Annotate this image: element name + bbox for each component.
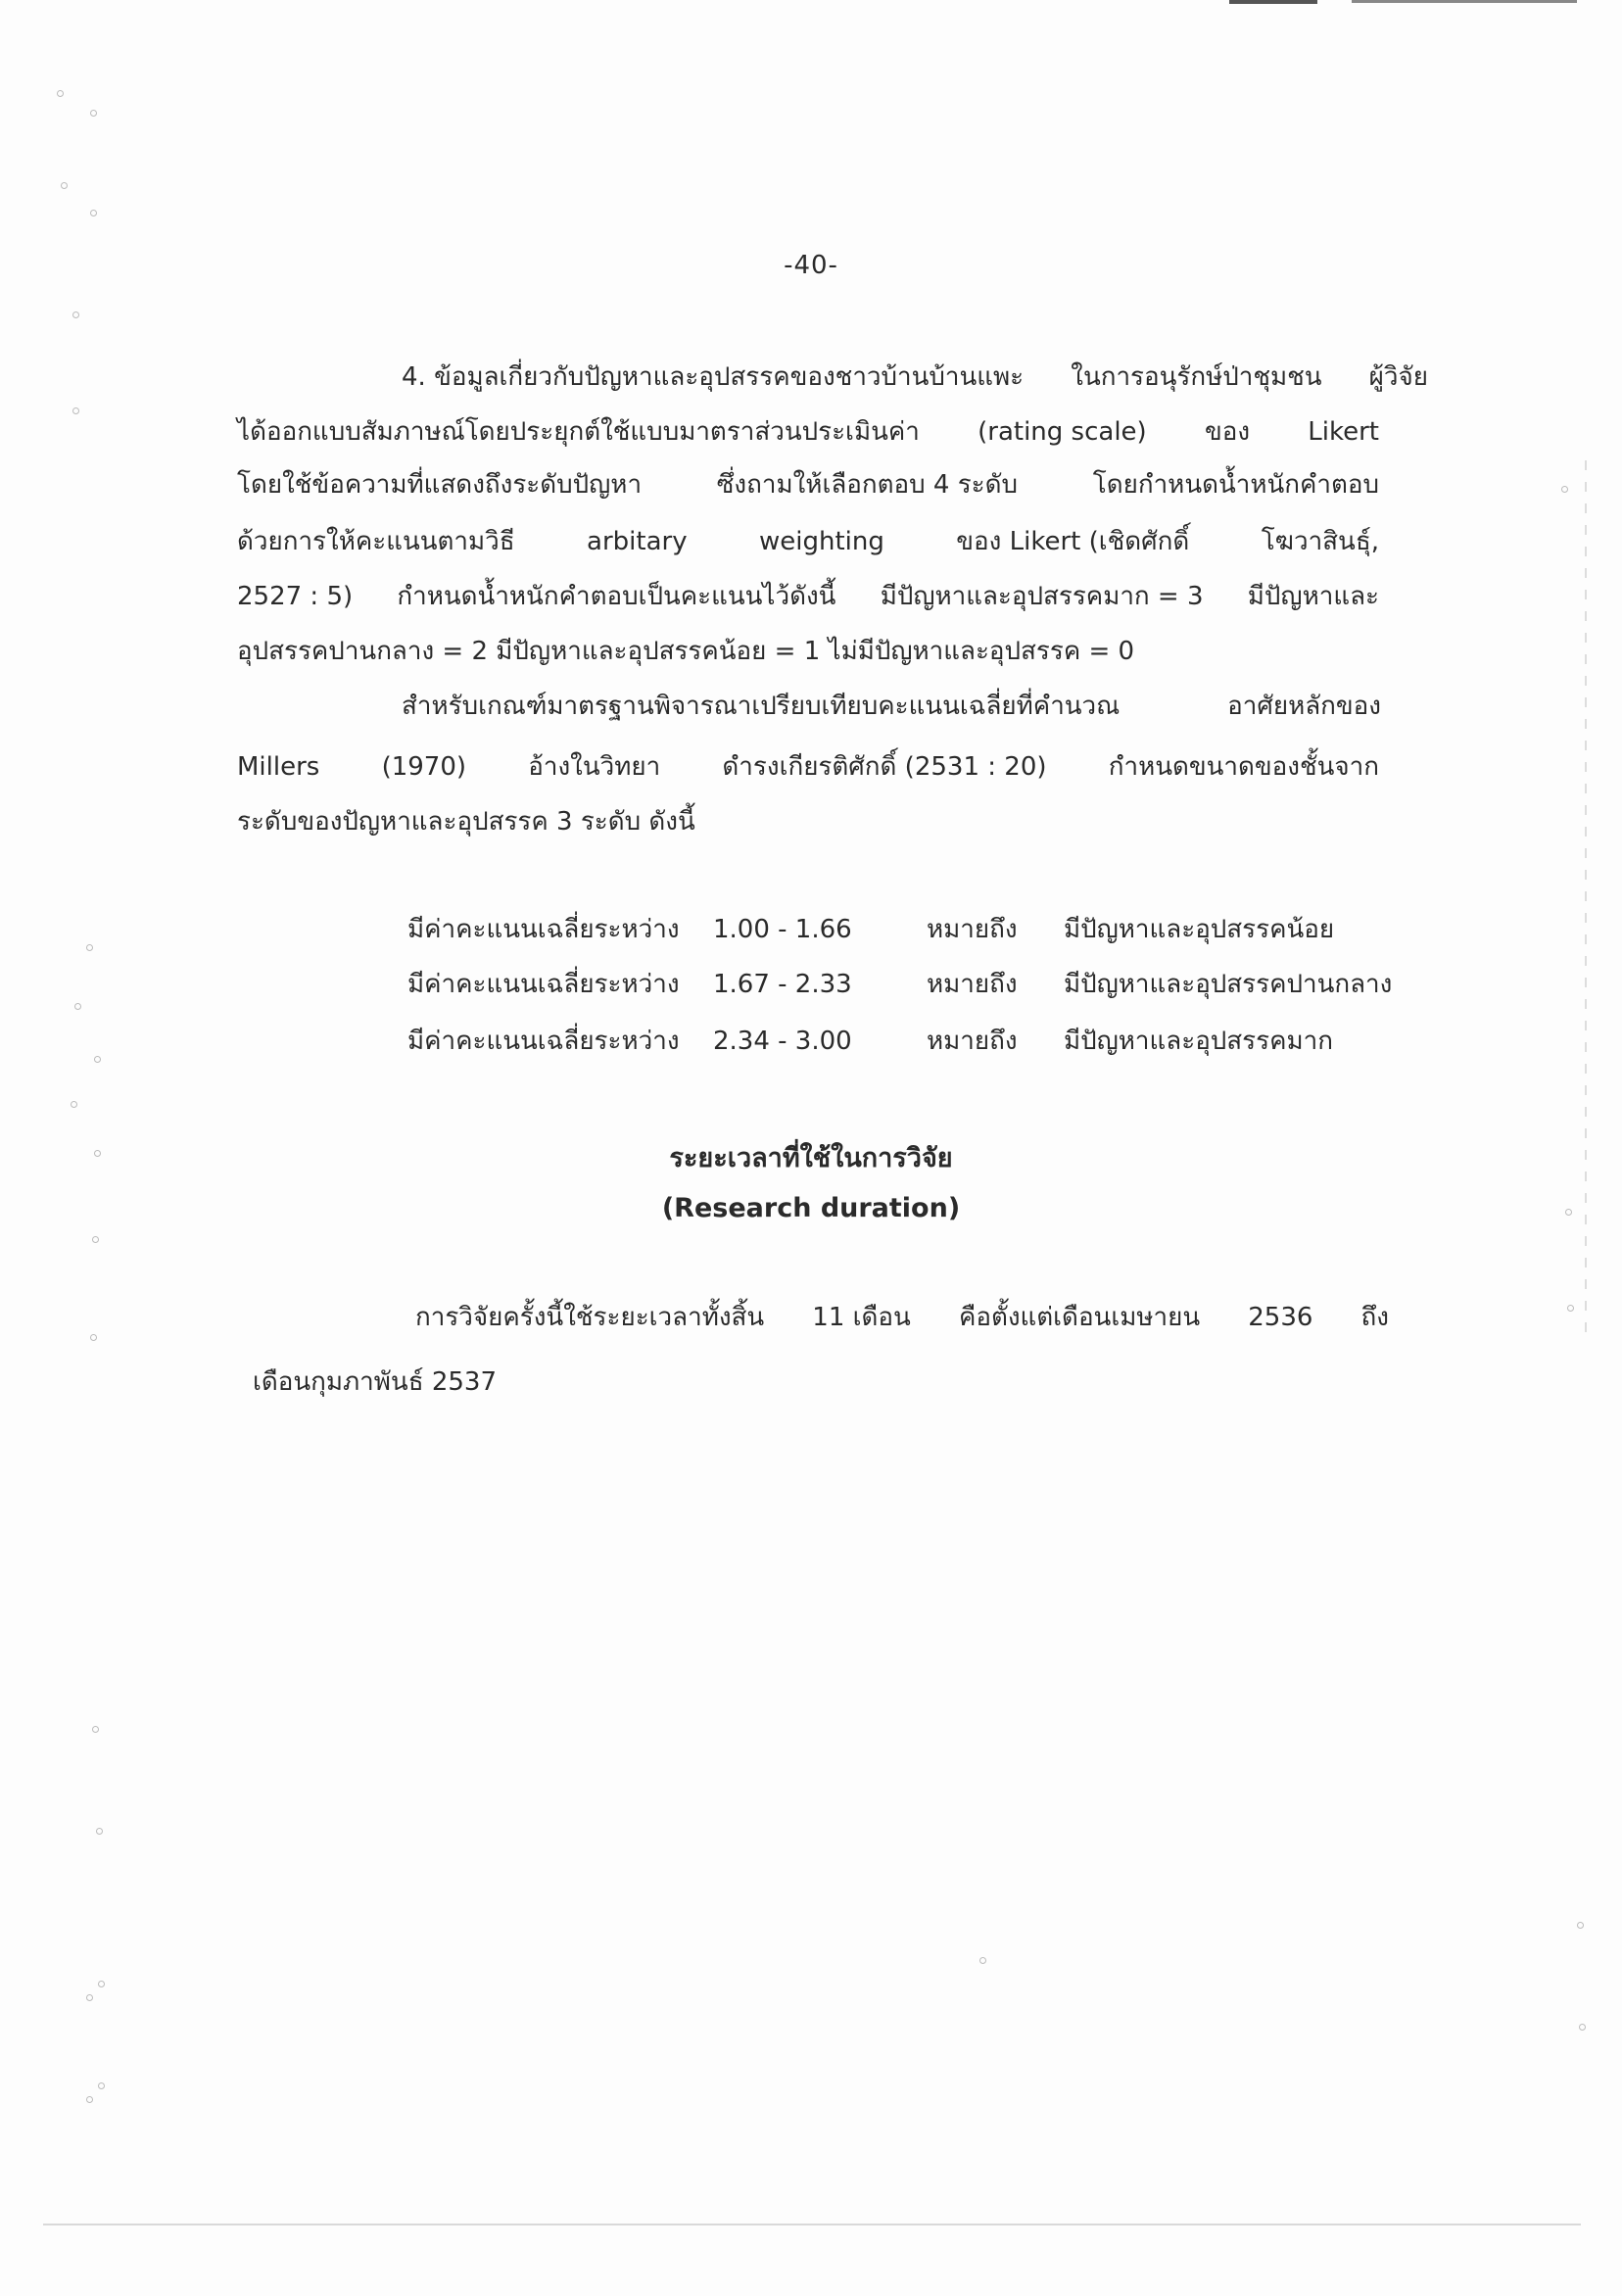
- para3-line-1: การวิจัยครั้งนี้ใช้ระยะเวลาทั้งสิ้น 11 เดือน คือตั้งแต่เดือนเมษายน 2536 ถึง: [415, 1303, 1389, 1332]
- para1-line-3: โดยใช้ข้อความที่แสดงถึงระดับปัญหา ซึ่งถามให้เลือกตอบ 4 ระดับ โดยกำหนดน้ำหนักคำตอบ: [237, 470, 1379, 500]
- para2-line-2: Millers (1970) อ้างในวิทยา ดำรงเกียรติศักดิ์ (2531 : 20) กำหนดขนาดของชั้นจาก: [237, 752, 1379, 782]
- scan-speck: [72, 407, 79, 414]
- scan-speck: [90, 210, 97, 216]
- scan-speck: [94, 1056, 101, 1063]
- scan-speck: [92, 1726, 99, 1733]
- scan-speck: [71, 1101, 77, 1108]
- para1-line-4: ด้วยการให้คะแนนตามวิธี arbitary weighting ของ Likert (เชิดศักดิ์ โฆวาสินธุ์,: [237, 527, 1379, 556]
- section-title-english: (Research duration): [661, 1193, 961, 1223]
- criteria-row: มีค่าคะแนนเฉลี่ยระหว่าง 1.00 - 1.66 หมายถึง มีปัญหาและอุปสรรคน้อย: [407, 915, 1335, 944]
- scan-speck: [96, 1828, 103, 1835]
- scan-speck: [61, 182, 68, 189]
- scan-speck: [90, 110, 97, 117]
- scan-speck: [94, 1150, 101, 1157]
- scan-speck: [72, 311, 79, 318]
- scan-speck: [86, 944, 93, 951]
- bottom-rule: [43, 2224, 1581, 2225]
- scan-speck: [1577, 1922, 1584, 1929]
- scan-speck: [979, 1957, 986, 1964]
- page-number: -40-: [784, 251, 838, 280]
- criteria-row: มีค่าคะแนนเฉลี่ยระหว่าง 2.34 - 3.00 หมายถึง มีปัญหาและอุปสรรคมาก: [407, 1027, 1333, 1056]
- scan-speck: [98, 1981, 105, 1987]
- para2-line-3: ระดับของปัญหาและอุปสรรค 3 ระดับ ดังนี้: [237, 807, 695, 837]
- para1-line-6: อุปสรรคปานกลาง = 2 มีปัญหาและอุปสรรคน้อย = 1 ไม่มีปัญหาและอุปสรรค = 0: [237, 637, 1135, 666]
- scan-speck: [74, 1003, 81, 1010]
- scan-speck: [1561, 486, 1568, 493]
- scan-speck: [1579, 2024, 1586, 2031]
- scan-speck: [86, 1994, 93, 2001]
- scan-speck: [98, 2082, 105, 2089]
- para1-line-1: 4. ข้อมูลเกี่ยวกับปัญหาและอุปสรรคของชาวบ้านบ้านแพะ ในการอนุรักษ์ป่าชุมชน ผู้วิจัย: [402, 362, 1428, 392]
- para3-line-2: เดือนกุมภาพันธ์ 2537: [253, 1367, 497, 1397]
- scan-speck: [92, 1236, 99, 1243]
- scan-speck: [1565, 1209, 1572, 1216]
- section-title-thai: ระยะเวลาที่ใช้ในการวิจัย: [669, 1143, 953, 1173]
- scan-speck: [57, 90, 64, 97]
- scan-mark: [1352, 0, 1577, 3]
- para1-line-2: ได้ออกแบบสัมภาษณ์โดยประยุกต์ใช้แบบมาตราส่วนประเมินค่า (rating scale) ของ Likert: [237, 417, 1379, 447]
- para1-line-5: 2527 : 5) กำหนดน้ำหนักคำตอบเป็นคะแนนไว้ดังนี้ มีปัญหาและอุปสรรคมาก = 3 มีปัญหาและ: [237, 582, 1379, 611]
- scan-speck: [1567, 1305, 1574, 1312]
- scan-speck: [90, 1334, 97, 1341]
- criteria-row: มีค่าคะแนนเฉลี่ยระหว่าง 1.67 - 2.33 หมายถึง มีปัญหาและอุปสรรคปานกลาง: [407, 970, 1393, 999]
- para2-line-1: สำหรับเกณฑ์มาตรฐานพิจารณาเปรียบเทียบคะแนนเฉลี่ยที่คำนวณ อาศัยหลักของ: [402, 692, 1381, 721]
- scan-speck: [86, 2096, 93, 2103]
- scan-mark: [1229, 0, 1317, 4]
